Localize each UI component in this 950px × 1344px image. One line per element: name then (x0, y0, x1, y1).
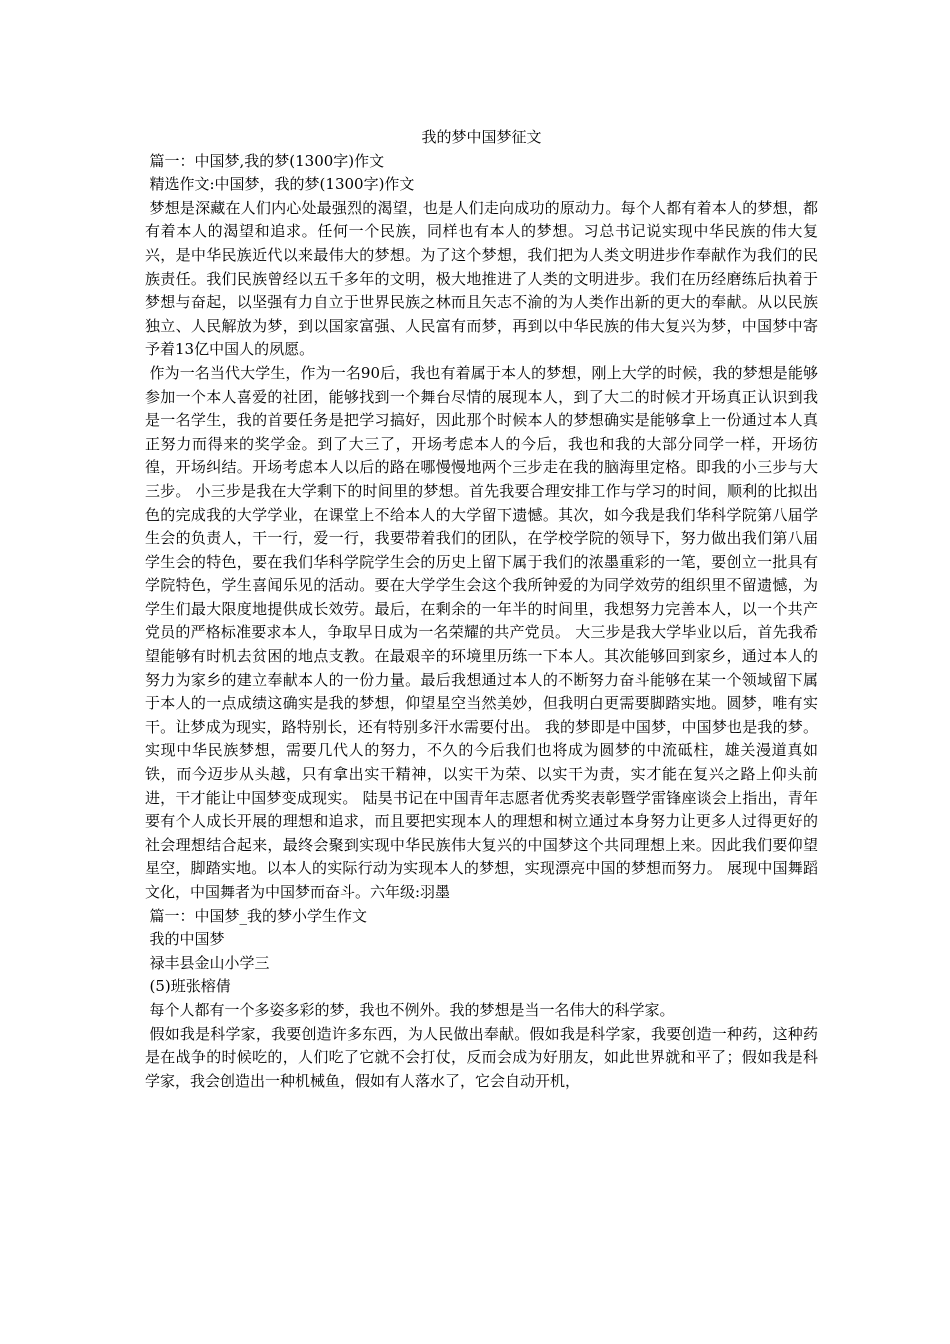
essay-title: 我的中国梦 (149, 930, 225, 949)
paragraph: 作为一名当代大学生，作为一名90后，我也有着属于本人的梦想，刚上大学的时候，我的梦想是能够参加一个本人喜爱的社团，能够找到一个舞台尽情的展现本人，到了大二的时候才开场真正认识到我是一名学生，我的首要任务是把学习搞好，因此那个时候本人的梦想确实是能够拿上一份通过本人真正努力而得来的奖学金。到了大三了，开场考虑本人的今后，我也和我的大部分同学一样，开场彷徨，开场纠结。开场考虑本人以后的路在哪慢慢地两个三步走在我的脑海里定格。即我的小三步与大三步。 小三步是我在大学剩下的时间里的梦想。首先我要合理安排工作与学习的时间，顺利的比拟出色的完成我的大学学业，在课堂上不给本人的大学留下遗憾。其次，如今我是我们华科学院第八届学生会的负责人，干一行，爱一行，我要带着我们的团队，在学校学院的领导下，努力做出我们第八届学生会的特色，要在我们华科学院学生会的历史上留下属于我们的浓墨重彩的一笔，要创立一批具有学院特色，学生喜闻乐见的活动。要在大学学生会这个我所钟爱的为同学效劳的组织里不留遗憾，为学生们最大限度地提供成长效劳。最后，在剩余的一年半的时间里，我想努力完善本人，以一个共产党员的严格标准要求本人，争取早日成为一名荣耀的共产党员。 大三步是我大学毕业以后，首先我希望能够有时机去贫困的地点支教。在最艰辛的环境里历练一下本人。其次能够回到家乡，通过本人的努力为家乡的建立奉献本人的一份力量。最后我想通过本人的不断努力奋斗能够在某一个领域留下属于本人的一点成绩这确实是我的梦想，仰望星空当然美妙，但我明白更需要脚踏实地。圆梦，唯有实干。让梦成为现实，路特别长，还有特别多汗水需要付出。 我的梦即是中国梦，中国梦也是我的梦。实现中华民族梦想，需要几代人的努力，不久的今后我们也将成为圆梦的中流砥柱，雄关漫道真如铁，而今迈步从头越，只有拿出实干精神，以实干为荣、以实干为责，实才能在复兴之路上仰头前进，干才能让中国梦变成现实。 陆昊书记在中国青年志愿者优秀奖表彰暨学雷锋座谈会上指出，青年要有个人成长开展的理想和追求，而且要把实现本人的理想和树立通过本身努力让更多人过得更好的社会理想结合起来，最终会聚到实现中华民族伟大复兴的中国梦这个共同理想上来。因此我们要仰望星空，脚踏实地。以本人的实际行动为实现本人的梦想，实现漂亮中国的梦想而努力。 展现中国舞蹈文化，中国舞者为中国梦而奋斗。六年级:羽墨 (145, 363, 818, 901)
document-title: 我的梦中国梦征文 (421, 128, 542, 146)
paragraph: 每个人都有一个多姿多彩的梦，我也不例外。我的梦想是当一名伟大的科学家。 (149, 1000, 675, 1019)
paragraph: 假如我是科学家，我要创造许多东西，为人民做出奉献。假如我是科学家，我要创造一种药，这种药是在战争的时候吃的，人们吃了它就不会打仗，反而会成为好朋友，如此世界就和平了；假如我是科学家，我会创造出一种机械鱼，假如有人落水了，它会自动开机， (145, 1024, 818, 1090)
article-heading: 精选作文:中国梦，我的梦(1300字)作文 (149, 175, 415, 194)
section-heading: 篇一：中国梦_我的梦小学生作文 (149, 906, 368, 925)
author-class: (5)班张榕倩 (149, 977, 231, 996)
paragraph: 梦想是深藏在人们内心处最强烈的渴望，也是人们走向成功的原动力。每个人都有着本人的梦想，都有着本人的渴望和追求。任何一个民族，同样也有本人的梦想。习总书记说实现中华民族的伟大复兴，是中华民族近代以来最伟大的梦想。为了这个梦想，我们把为人类文明进步作奉献作为我们的民族责任。我们民族曾经以五千多年的文明，极大地推进了人类的文明进步。我们在历经磨练后执着于梦想与奋起，以坚强有力自立于世界民族之林而且矢志不渝的为人类作出新的更大的奉献。从以民族独立、人民解放为梦，到以国家富强、人民富有而梦，再到以中华民族的伟大复兴为梦，中国梦中寄予着13亿中国人的夙愿。 (145, 198, 818, 359)
section-heading: 篇一：中国梦,我的梦(1300字)作文 (149, 151, 385, 170)
document-page (145, 126, 818, 1093)
author-school: 禄丰县金山小学三 (149, 953, 270, 972)
